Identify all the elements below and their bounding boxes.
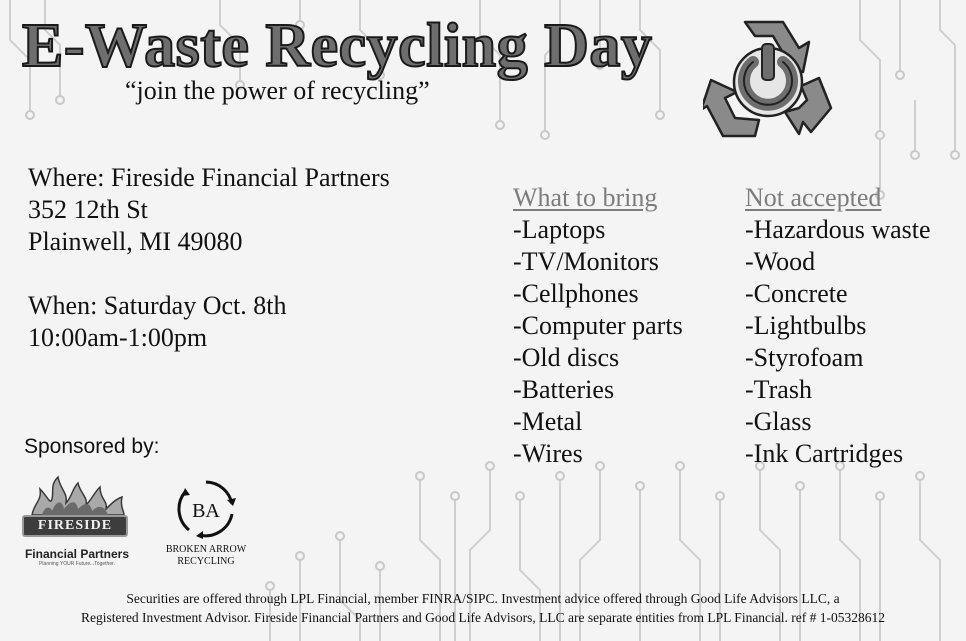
fireside-logo [20,475,134,567]
disclaimer-line: Registered Investment Advisor. Fireside Financial Partners and Good Life Advisors, LLC are separate entities from LPL Financial. ref # 1-05328612 [80,610,886,625]
ba-monogram: BA [192,500,220,522]
list-item: -Lightbulbs [745,311,867,340]
list-item: -Wood [745,247,816,276]
broken-arrow-logo [157,478,255,570]
list-item: -Concrete [745,279,848,308]
disclaimer-line: Securities are offered through LPL Financial, member FINRA/SIPC. Investment advice offered through Good Life Advisors LLC, a [126,591,840,606]
not-accepted-heading: Not accepted [745,183,882,212]
not-accepted-list [745,182,931,470]
list-item: -Hazardous waste [745,215,931,244]
circular-arrow-icon [175,478,237,540]
page-title: E-Waste Recycling Day [22,12,653,80]
address-street: 352 12th St [28,195,148,224]
disclaimer [0,589,966,627]
tagline: “join the power of recycling” [125,76,430,105]
list-item: -Computer parts [513,311,683,340]
broken-arrow-subtitle: RECYCLING [177,556,235,567]
broken-arrow-name: BROKEN ARROW [165,544,247,555]
list-item: -Cellphones [513,279,639,308]
list-item: -TV/Monitors [513,247,659,276]
what-to-bring-heading: What to bring [513,183,658,212]
recycle-power-icon [703,14,833,142]
fireside-name: Financial Partners [24,547,130,561]
sponsored-by-label: Sponsored by: [24,435,160,458]
address-city: Plainwell, MI 49080 [28,227,243,256]
list-item: -Laptops [513,215,606,244]
when-line: When: Saturday Oct. 8th [28,291,287,320]
fireside-tagline: Planning YOUR Future...Together. [39,561,115,567]
flame-icon [28,475,126,515]
what-to-bring-list [513,182,683,470]
list-item: -Styrofoam [745,343,864,372]
list-item: -Wires [513,439,583,468]
where-line: Where: Fireside Financial Partners [28,163,390,192]
list-item: -Batteries [513,375,615,404]
list-item: -Ink Cartridges [745,439,904,468]
list-item: -Metal [513,407,583,436]
list-item: -Trash [745,375,812,404]
time-line: 10:00am-1:00pm [28,323,208,352]
list-item: -Old discs [513,343,620,372]
fireside-banner: FIRESIDE [22,515,128,537]
list-item: -Glass [745,407,812,436]
event-details [28,162,390,354]
